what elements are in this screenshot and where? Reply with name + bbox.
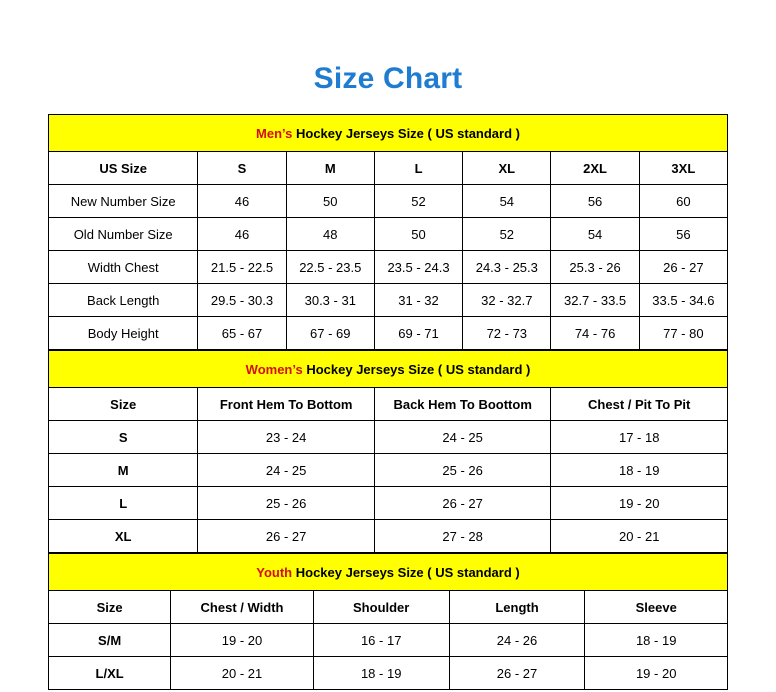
womens-r3-c3: 20 - 21: [551, 520, 728, 553]
youth-banner: [49, 554, 728, 591]
mens-banner-rest: Hockey Jerseys Size ( US standard ): [292, 125, 520, 141]
youth-col-4: Sleeve: [585, 591, 728, 624]
page-title: Size Chart: [313, 62, 463, 95]
youth-banner-accent: Youth: [256, 564, 293, 580]
mens-r3-c0: Back Length: [49, 284, 198, 317]
mens-r0-c1: 46: [198, 185, 286, 218]
table-banner-row: [49, 115, 728, 152]
youth-r0-c1: 19 - 20: [171, 624, 314, 657]
womens-r1-c1: 24 - 25: [198, 454, 375, 487]
youth-col-2: Shoulder: [313, 591, 449, 624]
womens-col-2: Back Hem To Boottom: [374, 388, 551, 421]
mens-r4-c0: Body Height: [49, 317, 198, 350]
mens-r0-c2: 50: [286, 185, 374, 218]
mens-r4-c3: 69 - 71: [374, 317, 462, 350]
table-header-row: [49, 388, 728, 421]
womens-r1-c2: 25 - 26: [374, 454, 551, 487]
mens-r2-c4: 24.3 - 25.3: [463, 251, 551, 284]
mens-r0-c4: 54: [463, 185, 551, 218]
womens-r3-c0: XL: [49, 520, 198, 553]
table-row: [49, 454, 728, 487]
mens-size-table: [48, 114, 728, 350]
mens-r1-c3: 50: [374, 218, 462, 251]
youth-r0-c4: 18 - 19: [585, 624, 728, 657]
mens-col-6: 3XL: [639, 152, 727, 185]
mens-r3-c2: 30.3 - 31: [286, 284, 374, 317]
table-row: [49, 421, 728, 454]
mens-r0-c0: New Number Size: [49, 185, 198, 218]
womens-r3-c1: 26 - 27: [198, 520, 375, 553]
womens-r0-c3: 17 - 18: [551, 421, 728, 454]
womens-col-3: Chest / Pit To Pit: [551, 388, 728, 421]
mens-col-0: US Size: [49, 152, 198, 185]
mens-r3-c5: 32.7 - 33.5: [551, 284, 639, 317]
womens-r2-c0: L: [49, 487, 198, 520]
mens-r4-c4: 72 - 73: [463, 317, 551, 350]
mens-r1-c2: 48: [286, 218, 374, 251]
table-banner-row: [49, 554, 728, 591]
womens-r1-c3: 18 - 19: [551, 454, 728, 487]
womens-banner-rest: Hockey Jerseys Size ( US standard ): [302, 361, 531, 377]
womens-banner: [49, 351, 728, 388]
mens-col-2: M: [286, 152, 374, 185]
youth-banner-rest: Hockey Jerseys Size ( US standard ): [292, 564, 520, 580]
table-row: [49, 624, 728, 657]
womens-r3-c2: 27 - 28: [374, 520, 551, 553]
mens-r1-c6: 56: [639, 218, 727, 251]
womens-size-table: [48, 350, 728, 553]
youth-r1-c2: 18 - 19: [313, 657, 449, 690]
mens-col-4: XL: [463, 152, 551, 185]
youth-r1-c0: L/XL: [49, 657, 171, 690]
table-banner-row: [49, 351, 728, 388]
womens-r2-c1: 25 - 26: [198, 487, 375, 520]
womens-r0-c2: 24 - 25: [374, 421, 551, 454]
youth-col-0: Size: [49, 591, 171, 624]
mens-r0-c3: 52: [374, 185, 462, 218]
mens-r2-c3: 23.5 - 24.3: [374, 251, 462, 284]
mens-r3-c1: 29.5 - 30.3: [198, 284, 286, 317]
youth-r1-c4: 19 - 20: [585, 657, 728, 690]
table-row: [49, 317, 728, 350]
youth-r0-c3: 24 - 26: [449, 624, 585, 657]
table-row: [49, 218, 728, 251]
youth-r1-c3: 26 - 27: [449, 657, 585, 690]
table-row: [49, 657, 728, 690]
womens-r1-c0: M: [49, 454, 198, 487]
table-row: [49, 185, 728, 218]
mens-r4-c6: 77 - 80: [639, 317, 727, 350]
mens-banner-accent: Men’s: [256, 125, 293, 141]
mens-r4-c2: 67 - 69: [286, 317, 374, 350]
mens-r1-c4: 52: [463, 218, 551, 251]
youth-r1-c1: 20 - 21: [171, 657, 314, 690]
youth-r0-c2: 16 - 17: [313, 624, 449, 657]
mens-r2-c2: 22.5 - 23.5: [286, 251, 374, 284]
mens-r2-c6: 26 - 27: [639, 251, 727, 284]
mens-r3-c6: 33.5 - 34.6: [639, 284, 727, 317]
womens-r2-c2: 26 - 27: [374, 487, 551, 520]
youth-col-1: Chest / Width: [171, 591, 314, 624]
mens-r1-c0: Old Number Size: [49, 218, 198, 251]
mens-r3-c4: 32 - 32.7: [463, 284, 551, 317]
table-row: [49, 284, 728, 317]
mens-col-5: 2XL: [551, 152, 639, 185]
womens-r2-c3: 19 - 20: [551, 487, 728, 520]
mens-r1-c1: 46: [198, 218, 286, 251]
size-chart-container: [48, 114, 728, 690]
womens-col-1: Front Hem To Bottom: [198, 388, 375, 421]
womens-banner-accent: Women’s: [245, 361, 303, 377]
mens-r4-c5: 74 - 76: [551, 317, 639, 350]
womens-r0-c1: 23 - 24: [198, 421, 375, 454]
table-row: [49, 487, 728, 520]
womens-r0-c0: S: [49, 421, 198, 454]
mens-r3-c3: 31 - 32: [374, 284, 462, 317]
mens-r2-c5: 25.3 - 26: [551, 251, 639, 284]
mens-r0-c5: 56: [551, 185, 639, 218]
table-row: [49, 251, 728, 284]
table-header-row: [49, 591, 728, 624]
table-header-row: [49, 152, 728, 185]
mens-col-1: S: [198, 152, 286, 185]
mens-r0-c6: 60: [639, 185, 727, 218]
womens-col-0: Size: [49, 388, 198, 421]
youth-size-table: [48, 553, 728, 690]
table-row: [49, 520, 728, 553]
mens-r2-c1: 21.5 - 22.5: [198, 251, 286, 284]
mens-r4-c1: 65 - 67: [198, 317, 286, 350]
mens-banner: [49, 115, 728, 152]
mens-col-3: L: [374, 152, 462, 185]
youth-r0-c0: S/M: [49, 624, 171, 657]
mens-r2-c0: Width Chest: [49, 251, 198, 284]
mens-r1-c5: 54: [551, 218, 639, 251]
youth-col-3: Length: [449, 591, 585, 624]
